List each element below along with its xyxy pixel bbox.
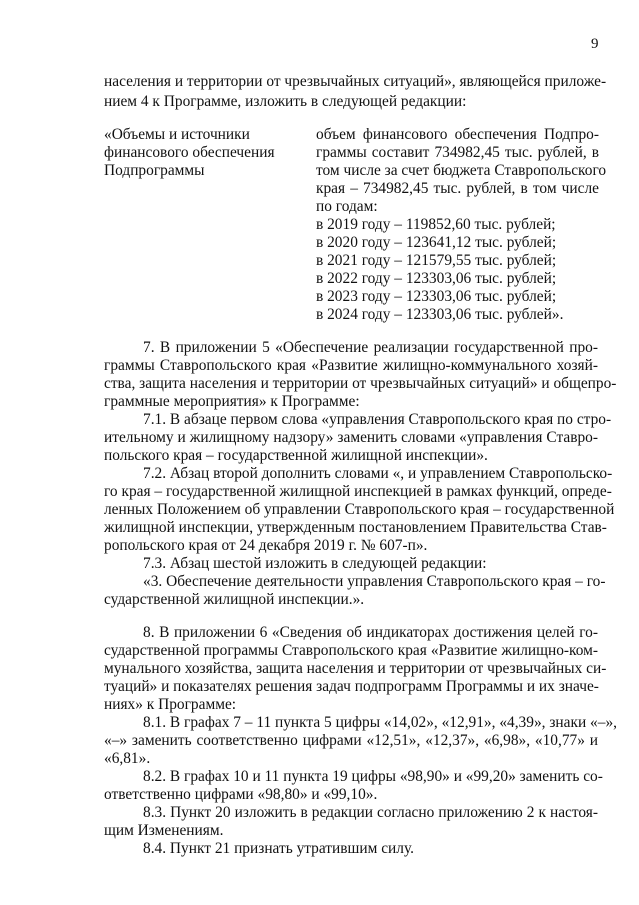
p7-2-line: ленных Положением об управлении Ставропольского края – государственной [104,501,615,518]
table-right-line: граммы составит 734982,45 тыс. рублей, в [316,144,599,161]
table-right-line: в 2023 году – 123303,06 тыс. рублей; [316,288,557,305]
table-right-line: в 2020 году – 123641,12 тыс. рублей; [316,234,557,251]
p7-3-line: 7.3. Абзац шестой изложить в следующей редакции: [143,555,487,572]
p7-2-line: го края – государственной жилищной инспекцией в рамках функций, опреде- [104,483,612,500]
table-left-line: финансового обеспечения [104,144,275,161]
p7-3-line: «3. Обеспечение деятельности управления Ставропольского края – го- [143,573,606,590]
page-number: 9 [591,36,599,52]
table-right-line: в 2024 году – 123303,06 тыс. рублей». [316,306,564,323]
p7-line: ства, защита населения и территории от чрезвычайных ситуаций» и общепро- [104,375,617,392]
intro-line: нием 4 к Программе, изложить в следующей редакции: [104,93,467,110]
p7-2-line: жилищной инспекции, утвержденным постановлением Правительства Став- [104,519,607,536]
p7-1-line: 7.1. В абзаце первом слова «управления Ставропольского края по стро- [143,411,612,428]
p8-4-line: 8.4. Пункт 21 признать утратившим силу. [143,840,414,857]
table-right-line: том числе за счет бюджета Ставропольского [316,162,607,179]
p8-1-line: «–» заменить соответственно цифрами «12,51», «12,37», «6,98», «10,77» и [104,732,598,749]
p8-3-line: щим Изменениям. [104,822,224,839]
p7-2-line: ропольского края от 24 декабря 2019 г. № 607-п». [104,537,428,554]
table-right-line: объем финансового обеспечения Подпро- [316,126,599,143]
p8-3-line: 8.3. Пункт 20 изложить в редакции согласно приложению 2 к настоя- [143,804,598,821]
p7-2-line: 7.2. Абзац второй дополнить словами «, и управлением Ставропольско- [143,465,613,482]
p7-1-line: польского края – государственной жилищной инспекции». [104,447,488,464]
p8-1-line: «6,81». [104,750,151,767]
p8-line: туаций» и показателях решения задач подпрограмм Программы и их значе- [104,678,599,695]
table-left-line: «Объемы и источники [104,126,250,143]
p8-line: мунального хозяйства, защита населения и территории от чрезвычайных си- [104,660,607,677]
table-left-line: Подпрограммы [104,162,205,179]
p8-1-line: 8.1. В графах 7 – 11 пункта 5 цифры «14,02», «12,91», «4,39», знаки «–», [143,714,617,731]
p7-3-line: сударственной жилищной инспекции.». [104,591,365,608]
p7-line: граммы Ставропольского края «Развитие жилищно-коммунального хозяй- [104,357,598,374]
p7-line: граммные мероприятия» к Программе: [104,393,360,410]
intro-line: населения и территории от чрезвычайных ситуаций», являющейся приложе- [104,73,607,90]
table-right-line: в 2021 году – 121579,55 тыс. рублей; [316,252,557,269]
p8-2-line: ответственно цифрами «98,80» и «99,10». [104,786,378,803]
p8-line: ниях» к Программе: [104,696,237,713]
table-right-line: края – 734982,45 тыс. рублей, в том числе [316,180,599,197]
p8-line: 8. В приложении 6 «Сведения об индикаторах достижения целей го- [143,624,598,641]
table-right-line: в 2019 году – 119852,60 тыс. рублей; [316,216,556,233]
table-right-line: в 2022 году – 123303,06 тыс. рублей; [316,270,557,287]
p8-line: сударственной программы Ставропольского края «Развитие жилищно-ком- [104,642,598,659]
p7-line: 7. В приложении 5 «Обеспечение реализации государственной про- [143,339,598,356]
table-right-line: по годам: [316,198,378,215]
p7-1-line: ительному и жилищному надзору» заменить словами «управления Ставро- [104,429,598,446]
p8-2-line: 8.2. В графах 10 и 11 пункта 19 цифры «98,90» и «99,20» заменить со- [143,768,603,785]
